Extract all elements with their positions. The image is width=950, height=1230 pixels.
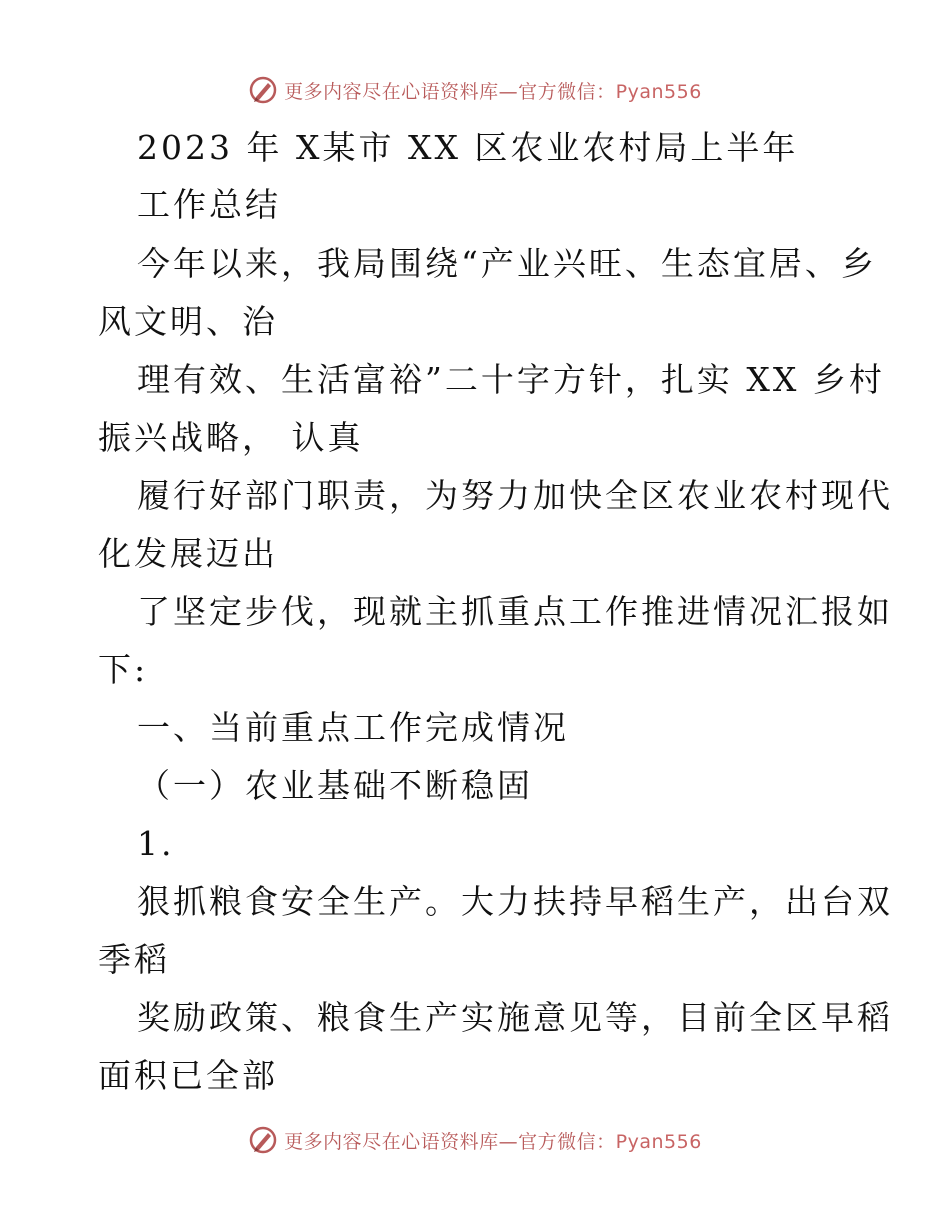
paragraph-line: 奖励政策、粮食生产实施意见等，目前全区早稻 xyxy=(137,998,893,1037)
header-watermark xyxy=(0,70,950,110)
paragraph-line: 振兴战略， 认真 xyxy=(98,418,364,457)
paragraph-line: 下: xyxy=(98,650,149,689)
footer-watermark xyxy=(0,1120,950,1160)
paragraph-line: 面积已全部 xyxy=(98,1056,278,1095)
paragraph-line: 今年以来，我局围绕“产业兴旺、生态宜居、乡 xyxy=(137,244,877,283)
paragraph-line: 理有效、生活富裕”二十字方针，扎实 XX 乡村 xyxy=(137,360,885,399)
paragraph-line: 了坚定步伐，现就主抓重点工作推进情况汇报如 xyxy=(137,592,893,631)
subsection-heading: （一）农业基础不断稳固 xyxy=(137,766,533,805)
section-heading: 一、当前重点工作完成情况 xyxy=(137,708,569,747)
document-title-line-1: 2023 年 X某市 XX 区农业农村局上半年 xyxy=(137,128,799,167)
item-number: 1. xyxy=(137,824,175,863)
paragraph-line: 季稻 xyxy=(98,940,170,979)
paragraph-line: 狠抓粮食安全生产。大力扶持早稻生产，出台双 xyxy=(137,882,893,921)
watermark-text: 更多内容尽在心语资料库—官方微信：Pyan556 xyxy=(284,1130,702,1153)
paragraph-line: 风文明、治 xyxy=(98,302,278,341)
pen-logo-icon xyxy=(248,1125,278,1155)
paragraph-line: 化发展迈出 xyxy=(98,534,278,573)
watermark-text: 更多内容尽在心语资料库—官方微信：Pyan556 xyxy=(284,80,702,103)
pen-logo-icon xyxy=(248,75,278,105)
paragraph-line: 履行好部门职责，为努力加快全区农业农村现代 xyxy=(137,476,893,515)
document-title-line-2: 工作总结 xyxy=(137,185,281,224)
